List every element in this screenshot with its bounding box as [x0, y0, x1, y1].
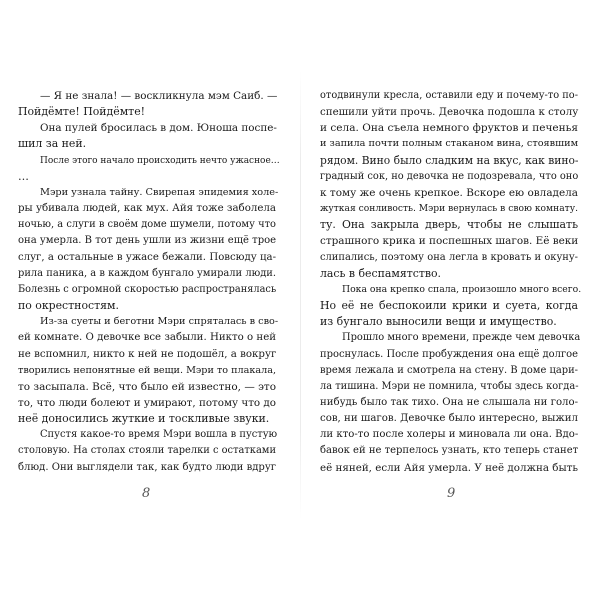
text-line: градный сок, но девочка не подозревала, что оно: [320, 170, 579, 182]
text-line: и села. Она съела немного фруктов и печенья: [320, 122, 578, 135]
text-line: ла тишина. Мэри не помнила, чтобы здесь когда-: [320, 380, 579, 392]
text-line: слуг, а остальные в ужасе бежали. Повсюду ца-: [18, 251, 276, 263]
text-line: нибудь было так тихо. Она не слышала ни голо-: [320, 396, 578, 408]
text-line: ночью, а слуги в своём доме шумели, потому что: [18, 219, 276, 231]
text-line: Спустя какое-то время Мэри вошла в пустую: [40, 429, 278, 441]
text-line: страшного крика и поспешных шагов. Её веки: [320, 235, 579, 248]
text-line: Пока она крепко спала, произошло много всего.: [342, 283, 582, 295]
text-line: спешили уйти прочь. Девочка подошла к столу: [320, 106, 579, 119]
text-line: ли кто-то после холеры и миновала ли она. Вдо-: [320, 429, 579, 441]
book-gutter: [300, 70, 301, 520]
text-line: рила паника, а в каждом бунгало умирали люди.: [18, 267, 276, 279]
text-line: Пойдёмте! Пойдёмте!: [18, 105, 146, 119]
text-line: из бунгало выносили вещи и имущество.: [320, 315, 557, 329]
text-line: слипались, поэтому она легла в кровать и окуну-: [320, 251, 578, 263]
text-line: Но её не беспокоили крики и суета, когда: [320, 299, 578, 313]
text-line: то, что люди болеют и умирают, потому что до: [18, 396, 276, 409]
text-line: время лежала и смотрела на стену. В доме цари-: [320, 364, 578, 376]
text-line: неё доносились жуткие и тоскливые звуки.: [18, 412, 270, 426]
text-line: столовую. На столах стояли тарелки с остатками: [18, 445, 276, 457]
text-line: и запила почти полным стаканом вина, стоявшим: [320, 138, 579, 150]
text-line: Она пулей бросилась в дом. Юноша поспе-: [40, 122, 277, 135]
text-line: то засыпала. Всё, что было ей известно, — это: [18, 380, 276, 393]
text-line: к тому же очень крепкое. Вскоре ею овладела: [320, 186, 578, 199]
right-page-number: 9: [447, 486, 456, 501]
text-line: блюд. Они выглядели так, как будто люди вдруг: [18, 461, 276, 473]
text-line: лась в беспамятство.: [320, 266, 441, 280]
text-line: по окрестностям.: [18, 299, 119, 313]
text-line: ры убивала людей, как мух. Айя тоже заболела: [18, 203, 276, 215]
text-line: творились непонятные ей вещи. Мэри то плакала,: [18, 364, 277, 376]
text-line: ту. Она закрыла дверь, чтобы не слышать: [320, 218, 578, 232]
text-line: Мэри узнала тайну. Свирепая эпидемия холе-: [40, 186, 279, 198]
text-line: отодвинули кресла, оставили еду и почему-то по-: [320, 90, 578, 101]
text-line: жуткая сонливость. Мэри вернулась в свою комнату.: [320, 204, 578, 215]
text-line: После этого начало происходить нечто ужасное…: [40, 155, 280, 166]
left-page-text: [18, 88, 280, 476]
text-line: сов, ни шагов. Девочке было интересно, выжил: [320, 413, 578, 425]
text-line: проснулась. После пробуждения она ещё долгое: [320, 348, 578, 360]
text-line: шил за ней.: [18, 137, 87, 151]
text-line: Болезнь с огромной скоростью распространялась: [18, 283, 277, 295]
text-line: ей комнате. О девочке все забыли. Никто о ней: [18, 332, 276, 344]
text-line: Из-за суеты и беготни Мэри спряталась в сво-: [40, 316, 279, 328]
text-line: не вспомнил, никто к ней не подошёл, а вокруг: [18, 348, 277, 360]
text-line: …: [18, 169, 29, 183]
text-line: бавок ей не терпелось узнать, кто теперь станет: [320, 445, 579, 457]
text-line: она умерла. В тот день ушли из жизни ещё трое: [18, 235, 277, 247]
left-page-number: 8: [142, 486, 151, 501]
text-line: её няней, если Айя умерла. У неё должна быть: [320, 461, 578, 474]
text-line: — Я не знала! — воскликнула мэм Саиб. —: [40, 90, 278, 102]
text-line: Прошло много времени, прежде чем девочка: [342, 332, 581, 344]
text-line: рядом. Вино было сладким на вкус, как вино-: [320, 153, 579, 167]
right-page-text: [320, 88, 582, 476]
